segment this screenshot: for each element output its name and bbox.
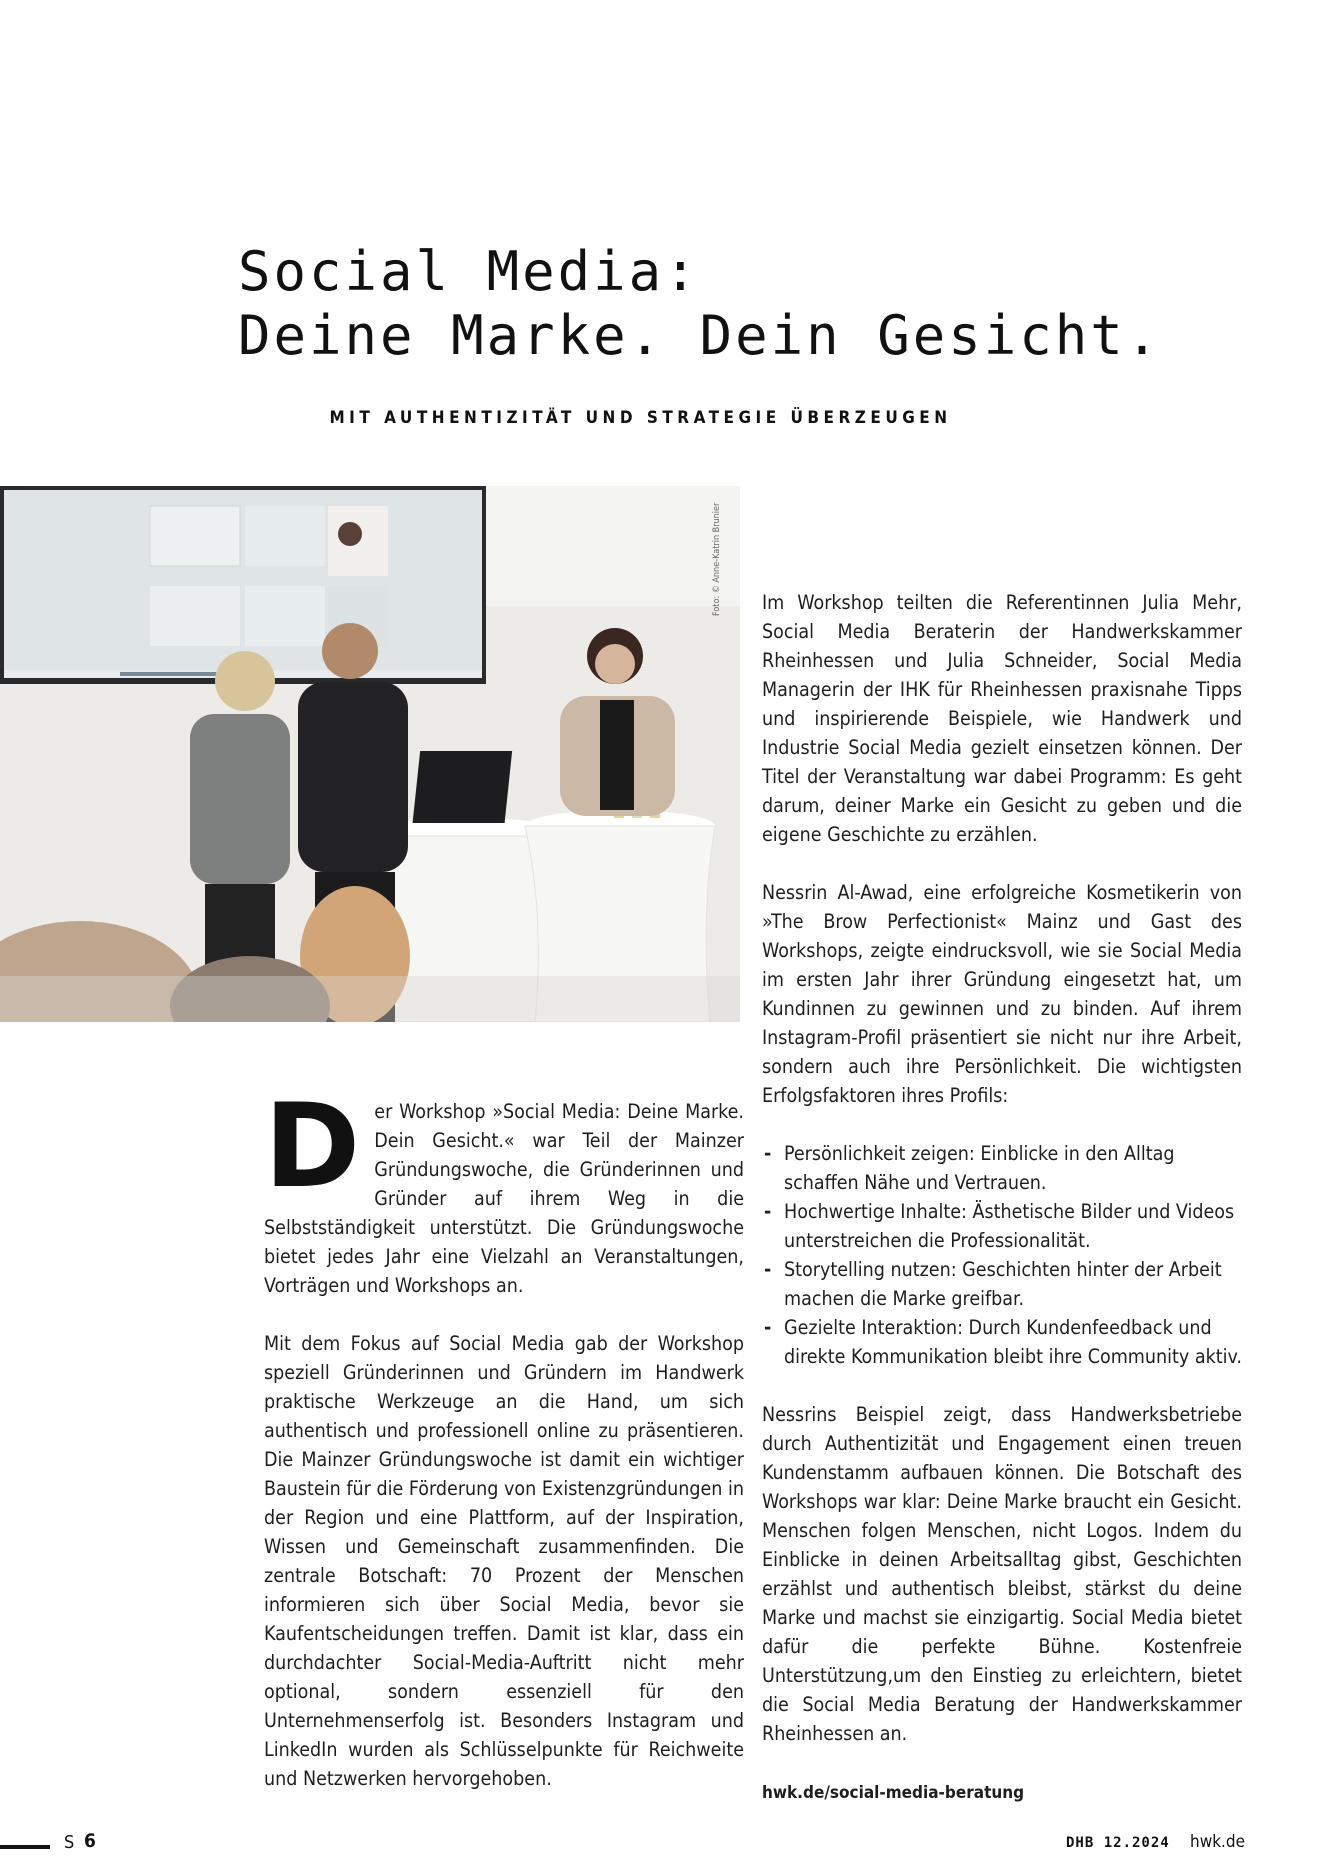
success-factors-list: [762, 1139, 1242, 1371]
list-item: - Gezielte Interaktion: Durch Kundenfeedback und direkte Kommunikation bleibt ihre Community aktiv.: [762, 1313, 1242, 1371]
footer-rule: [0, 1845, 50, 1849]
body-paragraph: Nessrins Beispiel zeigt, dass Handwerksbetriebe durch Authentizität und Engagement einen treuen Kundenstamm aufbauen können. Die Botschaft des Workshops war klar: Deine Marke braucht ein Gesicht. Menschen folgen Menschen, nicht Logos. Indem du Einblicke in deinen Arbeitsalltag gibst, Geschichten erzählst und authentisch bleibst, stärkst du deine Marke und machst sie einzigartig. Social Media bietet dafür die perfekte Bühne. Kostenfreie Unterstützung,um den Einstieg zu erleichtern, bietet die Social Media Beratung der Handwerkskammer Rheinhessen an.: [762, 1403, 1242, 1745]
list-item: - Persönlichkeit zeigen: Einblicke in den Alltag schaffen Nähe und Vertrauen.: [762, 1139, 1242, 1197]
headline-line-1: Social Media:: [238, 240, 700, 303]
link-paragraph: [762, 1777, 1242, 1808]
body-paragraph: Nessrin Al-Awad, eine erfolgreiche Kosmetikerin von »The Brow Perfectionist« Mainz und Gast des Workshops, zeigte eindrucksvoll, wie sie Social Media im ersten Jahr ihrer Gründung eingesetzt hat, um Kundinnen zu gewinnen und zu binden. Auf ihrem Instagram-Profil präsentiert sie nicht nur ihre Arbeit, sondern auch ihre Persönlichkeit. Die wichtigsten Erfolgsfaktoren ihres Profils:: [762, 881, 1242, 1107]
body-paragraph: Im Workshop teilten die Referentinnen Julia Mehr, Social Media Beraterin der Handwerkskammer Rheinhessen und Julia Schneider, Social Media Managerin der IHK für Rheinhessen praxisnahe Tipps und inspirierende Beispiele, wie Handwerk und Industrie Social Media gezielt einsetzen können. Der Titel der Veranstaltung war dabei Programm: Es geht darum, deiner Marke ein Gesicht zu geben und die eigene Geschichte zu erzählen.: [762, 591, 1242, 846]
intro-paragraph: [264, 1079, 744, 1300]
subheadline: MIT AUTHENTIZITÄT UND STRATEGIE ÜBERZEUGEN: [329, 408, 952, 428]
dropcap: D: [264, 1079, 361, 1214]
right-column: [762, 588, 1242, 1808]
list-item: - Storytelling nutzen: Geschichten hinter der Arbeit machen die Marke greifbar.: [762, 1255, 1242, 1313]
intro-text: er Workshop »Social Media: Deine Marke. Dein Gesicht.« war Teil der Mainzer Gründungswoche, die Gründerinnen und Gründer auf ihrem Weg in die Selbstständigkeit unterstützt. Die Gründungswoche bietet jedes Jahr eine Vielzahl an Veranstaltungen, Vorträgen und Workshops an.: [264, 1100, 744, 1297]
workshop-photo: [0, 486, 740, 1022]
list-item: - Hochwertige Inhalte: Ästhetische Bilder und Videos unterstreichen die Professionalität.: [762, 1197, 1242, 1255]
headline-line-2: Deine Marke. Dein Gesicht.: [238, 304, 1162, 367]
photo-credit: Foto: © Anne-Katrin Brunier: [712, 502, 722, 616]
page-number: 6: [84, 1830, 96, 1852]
footer-site: hwk.de: [1190, 1832, 1246, 1852]
headline: [238, 240, 1238, 368]
issue-label: DHB 12.2024: [1066, 1835, 1170, 1851]
web-link[interactable]: hwk.de/social-media-beratung: [762, 1783, 1025, 1803]
left-column: [264, 1079, 744, 1793]
section-letter: S: [64, 1832, 75, 1853]
body-paragraph: Mit dem Fokus auf Social Media gab der Workshop speziell Gründerinnen und Gründern im Handwerk praktische Werkzeuge an die Hand, um sich authentisch und professionell online zu präsentieren. Die Mainzer Gründungswoche ist damit ein wichtiger Baustein für die Förderung von Existenzgründungen in der Region und eine Plattform, auf der Inspiration, Wissen und Gemeinschaft zusammenfinden. Die zentrale Botschaft: 70 Prozent der Menschen informieren sich über Social Media, bevor sie Kaufentscheidungen treffen. Damit ist klar, dass ein durchdachter Social-Media-Auftritt nicht mehr optional, sondern essenziell für den Unternehmenserfolg ist. Besonders Instagram und LinkedIn wurden als Schlüsselpunkte für Reichweite und Netzwerken hervorgehoben.: [264, 1332, 744, 1790]
